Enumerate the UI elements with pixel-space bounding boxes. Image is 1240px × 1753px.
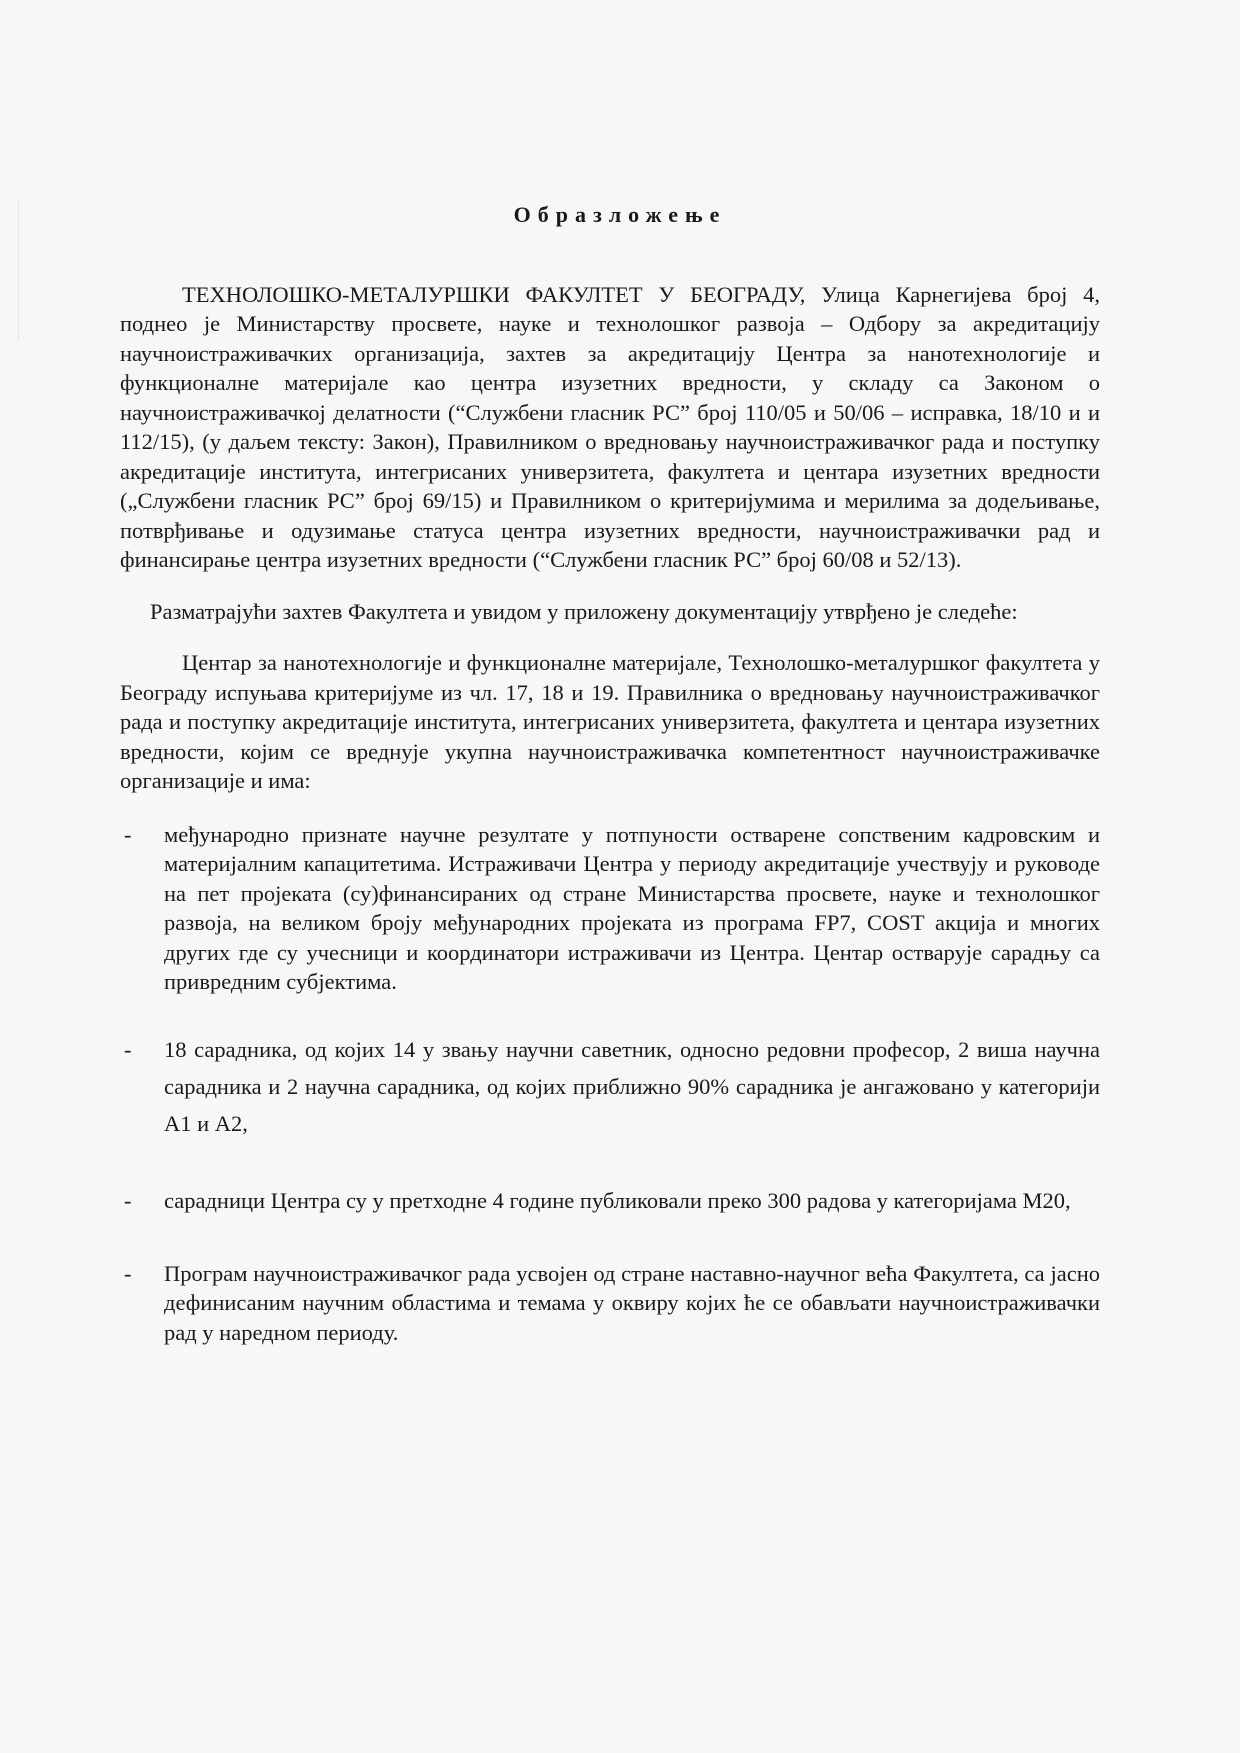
list-item <box>120 1259 1100 1348</box>
bullet-dash: - <box>124 1036 132 1062</box>
bullet-dash: - <box>124 1187 132 1213</box>
list-item-text: 18 сарадника, од којих 14 у звању научни саветник, односно редовни професор, 2 виша научна сарадника и 2 научна сарадника, од којих приближно 90% сарадника је ангажовано у категорији А1 и А2, <box>164 1036 1100 1136</box>
scan-edge-artifact <box>0 200 19 340</box>
list-item <box>120 1182 1100 1219</box>
bullet-dash: - <box>124 821 132 847</box>
list-item-text: међународно признате научне резултате у потпуности остварене сопственим кадровским и материјалним капацитетима. Истраживачи Центра у периоду акредитације учествују и руководе на пет пројеката (су)финансираних од стране Министарства просвете, науке и технолошког развоја, на великом броју међународних пројеката из програма FP7, COST акција и многих других где су учесници и координатори истраживачи из Центра. Центар остварује сарадњу са привредним субјектима. <box>164 821 1100 994</box>
criteria-paragraph: Центар за нанотехнологије и функционалне материјале, Технолошко-металуршког факултета у Београду испуњава критеријуме из чл. 17, 18 и 19. Правилника о вредновању научноистраживачког рада и поступку акредитације института, интегрисаних универзитета, факултета и центара изузетних вредности, којим се вреднује укупна научноистраживачка компетентност научноистраживачке организације и има: <box>120 650 1100 793</box>
list-item-text: Програм научноистраживачког рада усвојен од стране наставно-научног већа Факултета, са јасно дефинисаним научним областима и темама у оквиру којих ће се обављати научноистраживачки рад у наредном периоду. <box>164 1260 1100 1345</box>
review-paragraph: Разматрајући захтев Факултета и увидом у приложену документацију утврђено је следеће: <box>150 598 1018 624</box>
bullet-dash: - <box>124 1260 132 1286</box>
document-body <box>120 200 1100 1381</box>
findings-list <box>120 820 1100 1348</box>
list-item <box>120 820 1100 997</box>
document-title: Образложење <box>513 202 727 227</box>
intro-paragraph: ТЕХНОЛОШКО-МЕТАЛУРШКИ ФАКУЛТЕТ У БЕОГРАДУ, Улица Карнегијева број 4, поднео је Министарству просвете, науке и технолошког развоја – Одбору за акредитацију научноистраживачких организација, захтев за акредитацију Центра за нанотехнологије и функционалне материјале као центра изузетних вредности, у складу са Законом о научноистраживачкој делатности (“Службени гласник РС” број 110/05 и 50/06 – исправка, 18/10 и и 112/15), (у даљем тексту: Закон), Правилником о вредновању научноистраживачког рада и поступку акредитације института, интегрисаних универзитета, факултета и центара изузетних вредности („Службени гласник РС” број 69/15) и Правилником о критеријумима и мерилима за додељивање, потврђивање и одузимање статуса центра изузетних вредности, научноистраживачки рад и финансирање центра изузетних вредности (“Службени гласник РС” број 60/08 и 52/13). <box>120 281 1100 572</box>
list-item-text: сарадници Центра су у претходне 4 године публиковали преко 300 радова у категоријама М20, <box>164 1187 1071 1213</box>
list-item <box>120 1031 1100 1142</box>
